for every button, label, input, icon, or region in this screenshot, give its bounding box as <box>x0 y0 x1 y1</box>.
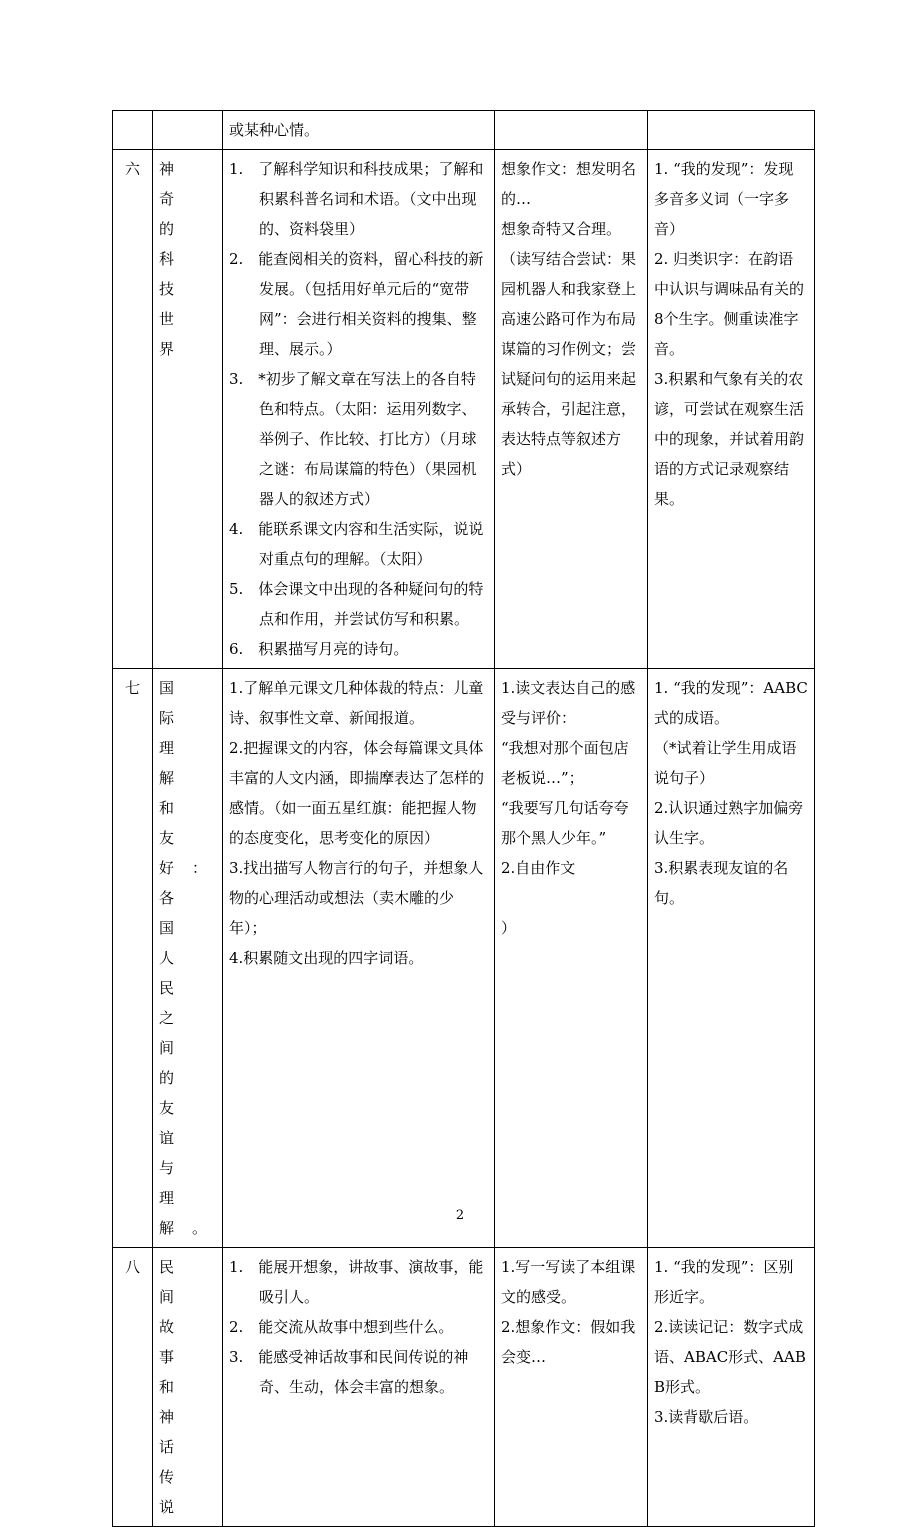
goal-item: 2.把握课文的内容，体会每篇课文具体丰富的人文内涵，即揣摩表达了怎样的感情。（如一面五星红旗：能把握人物的态度变化，思考变化的原因） <box>229 739 485 847</box>
language-garden-cell <box>648 1248 815 1527</box>
garden-item: 2.读读记记：数字式成语、ABAC形式、AABB形式。 <box>654 1318 806 1396</box>
composition-item: 2.想象作文：假如我会变… <box>501 1318 636 1366</box>
learning-goals-cell <box>223 111 495 150</box>
composition-item: “我要写几句话夸夸那个黑人少年。” <box>501 799 629 847</box>
composition-item: 想象作文：想发明名的… <box>501 160 637 208</box>
garden-item: 2. 归类识字：在韵语中认识与调味品有关的8个生字。侧重读准字音。 <box>654 250 805 358</box>
goal-item: 2. 能交流从故事中想到些什么。 <box>229 1318 454 1336</box>
goal-item: 2. 能查阅相关的资料，留心科技的新发展。（包括用好单元后的“宽带网”：会进行相关资料的搜集、整理、展示。） <box>229 250 484 358</box>
goal-item: 1. 了解科学知识和科技成果；了解和积累科普名词和术语。（文中出现的、资料袋里） <box>229 160 484 238</box>
garden-item: 1. “我的发现”：区别形近字。 <box>654 1258 794 1306</box>
unit-number-cell: 六 <box>113 150 153 669</box>
table-body <box>113 111 815 1527</box>
goal-item: 4. 能联系课文内容和生活实际，说说对重点句的理解。（太阳） <box>229 520 484 568</box>
unit-number-cell <box>113 111 153 150</box>
goal-item: 或某种心情。 <box>229 121 320 139</box>
composition-cell <box>495 150 648 669</box>
garden-item: （*试着让学生用成语说句子） <box>654 739 797 787</box>
unit-number-cell: 七 <box>113 669 153 1248</box>
composition-cell <box>495 111 648 150</box>
language-garden-cell <box>648 150 815 669</box>
garden-item: 1. “我的发现”：发现多音多义词（一字多音） <box>654 160 794 238</box>
learning-goals-cell <box>223 150 495 669</box>
goal-item: 3.找出描写人物言行的句子，并想象人物的心理活动或想法（卖木雕的少年）； <box>229 859 484 937</box>
goal-item: 1.了解单元课文几种体裁的特点：儿童诗、叙事性文章、新闻报道。 <box>229 679 484 727</box>
composition-item: 2.自由作文 <box>501 859 576 877</box>
goal-item: 1. 能展开想象，讲故事、演故事，能吸引人。 <box>229 1258 484 1306</box>
learning-goals-cell <box>223 1248 495 1527</box>
unit-theme-cell: 国际理解和友好：各国人民之间的友谊与理解。 <box>153 669 223 1248</box>
composition-item: 1.写一写读了本组课文的感受。 <box>501 1258 636 1306</box>
composition-item: 想象奇特又合理。（读写结合尝试：果园机器人和我家登上高速公路可作为布局谋篇的习作例文；尝试疑问句的运用来起承转合，引起注意，表达特点等叙述方式） <box>501 220 637 478</box>
table-row <box>113 669 815 1248</box>
language-garden-cell <box>648 111 815 150</box>
composition-item: 1.读文表达自己的感受与评价： <box>501 679 636 727</box>
page-number: 2 <box>455 1208 465 1223</box>
unit-number-cell: 八 <box>113 1248 153 1527</box>
composition-item <box>501 883 641 913</box>
curriculum-table <box>112 110 815 1527</box>
garden-item: 3.积累表现友谊的名句。 <box>654 859 789 907</box>
goal-item: 6. 积累描写月亮的诗句。 <box>229 640 409 658</box>
unit-theme-cell <box>153 111 223 150</box>
garden-item: 2.认识通过熟字加偏旁认生字。 <box>654 799 804 847</box>
unit-theme-cell: 神奇的科技世界 <box>153 150 223 669</box>
goal-item: 5. 体会课文中出现的各种疑问句的特点和作用，并尝试仿写和积累。 <box>229 580 484 628</box>
unit-theme-cell: 民间故事和神话传说 <box>153 1248 223 1527</box>
composition-cell <box>495 1248 648 1527</box>
table-row <box>113 111 815 150</box>
table-row <box>113 150 815 669</box>
garden-item: 3.积累和气象有关的农谚，可尝试在观察生活中的现象，并试着用韵语的方式记录观察结果。 <box>654 370 805 508</box>
composition-item: “我想对那个面包店老板说…”； <box>501 739 629 787</box>
table-row <box>113 1248 815 1527</box>
garden-item: 3.读背歇后语。 <box>654 1408 759 1426</box>
composition-item: ） <box>501 919 517 937</box>
learning-goals-cell <box>223 669 495 1248</box>
goal-item: 4.积累随文出现的四字词语。 <box>229 949 424 967</box>
composition-cell <box>495 669 648 1248</box>
garden-item: 1. “我的发现”：AABC 式的成语。 <box>654 679 808 727</box>
goal-item: 3. *初步了解文章在写法上的各自特色和特点。（太阳：运用列数字、举例子、作比较、打比方）（月球之谜：布局谋篇的特色）（果园机器人的叙述方式） <box>229 370 477 508</box>
language-garden-cell <box>648 669 815 1248</box>
goal-item: 3. 能感受神话故事和民间传说的神奇、生动，体会丰富的想象。 <box>229 1348 469 1396</box>
